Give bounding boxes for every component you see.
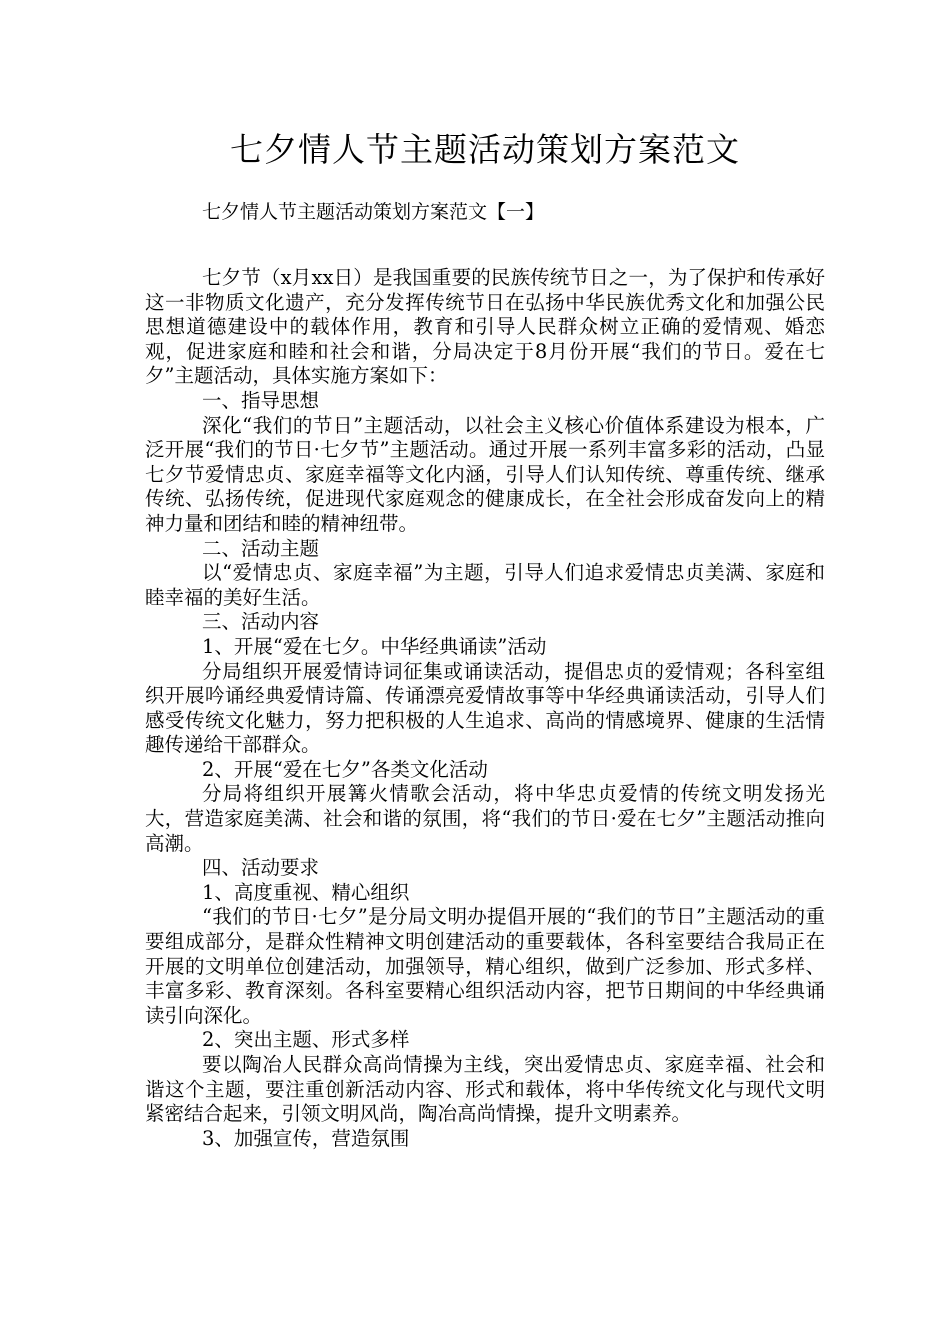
organization-paragraph: “我们的节日·七夕”是分局文明办提倡开展的“我们的节日”主题活动的重要组成部分，是群众性精神文明创建活动的重要载体，各科室要结合我局正在开展的文明单位创建活动，加强领导，精心组织，做到广泛参加、形式多样、丰富多彩、教育深刻。各科室要精心组织活动内容，把节日期间的中华经典诵读引向深化。 (145, 905, 825, 1027)
cultural-activities-paragraph: 分局将组织开展篝火情歌会活动，将中华忠贞爱情的传统文明发扬光大，营造家庭美满、社会和谐的氛围，将“我们的节日·爱在七夕”主题活动推向高潮。 (145, 782, 825, 855)
subheading-highlight-theme: 2、突出主题、形式多样 (202, 1028, 410, 1052)
highlight-theme-paragraph: 要以陶冶人民群众高尚情操为主线，突出爱情忠贞、家庭幸福、社会和谐这个主题，要注重创新活动内容、形式和载体，将中华传统文化与现代文明紧密结合起来，引领文明风尚，陶冶高尚情操，提升文明素养。 (145, 1053, 825, 1126)
classic-reading-paragraph: 分局组织开展爱情诗词征集或诵读活动，提倡忠贞的爱情观；各科室组织开展吟诵经典爱情诗篇、传诵漂亮爱情故事等中华经典诵读活动，引导人们感受传统文化魅力，努力把积极的人生追求、高尚的情感境界、健康的生活情趣传递给干部群众。 (145, 659, 825, 757)
section-heading-content: 三、活动内容 (202, 610, 320, 634)
subheading-classic-reading: 1、开展“爱在七夕。中华经典诵读”活动 (202, 634, 547, 658)
guiding-thought-paragraph: 深化“我们的节日”主题活动，以社会主义核心价值体系建设为根本，广泛开展“我们的节日·七夕节”主题活动。通过开展一系列丰富多彩的活动，凸显七夕节爱情忠贞、家庭幸福等文化内涵，引导人们认知传统、尊重传统、继承传统、弘扬传统，促进现代家庭观念的健康成长，在全社会形成奋发向上的精神力量和团结和睦的精神纽带。 (145, 413, 825, 535)
subheading-publicity: 3、加强宣传，营造氛围 (202, 1126, 410, 1150)
subheading-organization: 1、高度重视、精心组织 (202, 880, 410, 904)
subheading-cultural-activities: 2、开展“爱在七夕”各类文化活动 (202, 757, 488, 781)
document-title: 七夕情人节主题活动策划方案范文 (230, 130, 740, 169)
section-heading-guiding-thought: 一、指导思想 (202, 388, 320, 412)
section-heading-requirements: 四、活动要求 (202, 856, 320, 880)
section-heading-theme: 二、活动主题 (202, 536, 320, 560)
theme-paragraph: 以“爱情忠贞、家庭幸福”为主题，引导人们追求爱情忠贞美满、家庭和睦幸福的美好生活。 (145, 561, 825, 609)
document-page (145, 128, 825, 1151)
intro-paragraph: 七夕节（x月xx日）是我国重要的民族传统节日之一，为了保护和传承好这一非物质文化遗产，充分发挥传统节日在弘扬中华民族优秀文化和加强公民思想道德建设中的载体作用，教育和引导人民群众树立正确的爱情观、婚恋观，促进家庭和睦和社会和谐，分局决定于8月份开展“我们的节日。爱在七夕”主题活动，具体实施方案如下： (145, 266, 825, 388)
document-body (145, 266, 825, 1151)
document-subtitle: 七夕情人节主题活动策划方案范文【一】 (202, 201, 545, 223)
